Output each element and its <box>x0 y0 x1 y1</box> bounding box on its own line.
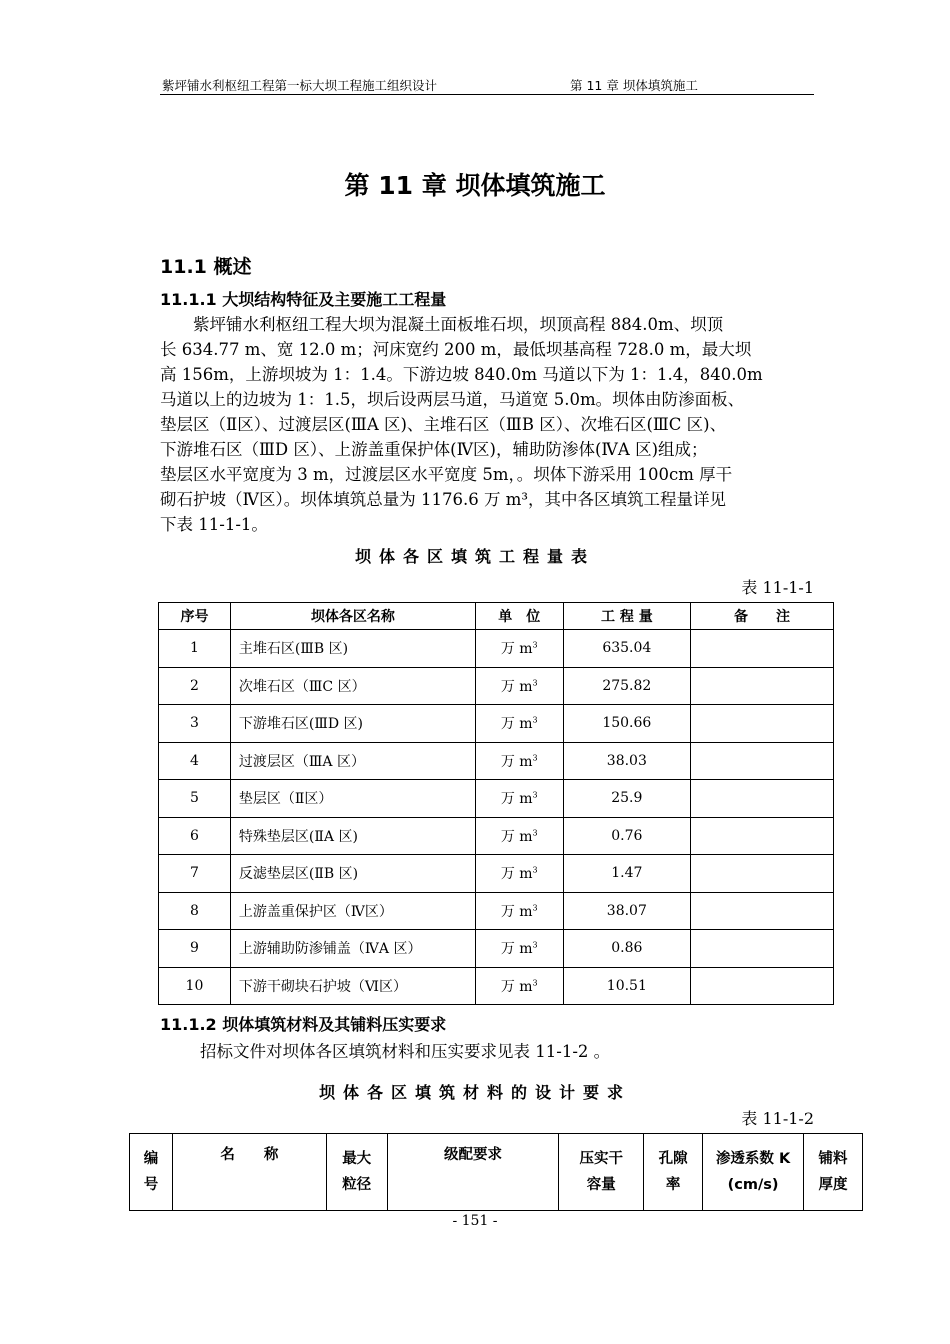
row-number: 6 <box>159 817 231 855</box>
unit-base: 万 m <box>500 941 533 958</box>
row-note <box>691 667 834 705</box>
section-heading-11-1-2: 11.1.2 坝体填筑材料及其铺料压实要求 <box>160 1015 447 1034</box>
col-header-porosity: 孔隙 率 <box>644 1134 703 1211</box>
page-header <box>160 76 814 95</box>
row-zone-name: 下游堆石区(ⅢD 区) <box>230 705 475 743</box>
table-row <box>159 780 834 818</box>
row-zone-name: 次堆石区（ⅢC 区） <box>230 667 475 705</box>
row-unit <box>475 930 563 968</box>
row-number: 3 <box>159 705 231 743</box>
row-number: 7 <box>159 855 231 893</box>
row-unit <box>475 892 563 930</box>
col-header-dry-density: 压实干 容量 <box>559 1134 644 1211</box>
col-header-max-size: 最大 粒径 <box>326 1134 387 1211</box>
row-quantity: 0.76 <box>563 817 690 855</box>
unit-superscript: 3 <box>532 715 538 725</box>
row-note <box>691 742 834 780</box>
table1-number: 表 11-1-1 <box>741 578 814 597</box>
row-number: 1 <box>159 630 231 668</box>
paragraph-line: 马道以上的边坡为 1：1.5，坝后设两层马道，马道宽 5.0m。坝体由防渗面板、 <box>160 390 745 409</box>
chapter-title: 第 11 章 坝体填筑施工 <box>344 171 606 200</box>
header-right-text: 第 11 章 坝体填筑施工 <box>570 78 698 93</box>
row-note <box>691 855 834 893</box>
row-unit <box>475 630 563 668</box>
col-header-layer-thickness: 铺料 厚度 <box>804 1134 863 1211</box>
col-header-unit: 单 位 <box>475 603 563 630</box>
unit-superscript: 3 <box>532 940 538 950</box>
page-number: - 151 - <box>452 1213 498 1229</box>
paragraph-line: 长 634.77 m、宽 12.0 m；河床宽约 200 m，最低坝基高程 728.0 m，最大坝 <box>160 340 752 359</box>
unit-superscript: 3 <box>532 903 538 913</box>
col-header-note: 备 注 <box>691 603 834 630</box>
row-number: 4 <box>159 742 231 780</box>
col-header-gradation: 级配要求 <box>387 1134 559 1211</box>
unit-base: 万 m <box>500 903 533 920</box>
table-row <box>159 930 834 968</box>
section-heading-11-1: 11.1 概述 <box>160 256 252 278</box>
intro-paragraph <box>160 312 814 537</box>
row-zone-name: 过渡层区（ⅢA 区） <box>230 742 475 780</box>
unit-base: 万 m <box>500 753 533 770</box>
row-number: 2 <box>159 667 231 705</box>
paragraph-line: 下游堆石区（ⅢD 区）、上游盖重保护体(Ⅳ区)，辅助防渗体(ⅣA 区)组成； <box>160 440 708 459</box>
row-note <box>691 630 834 668</box>
table2-intro-text: 招标文件对坝体各区填筑材料和压实要求见表 11-1-2 。 <box>200 1042 611 1061</box>
row-zone-name: 特殊垫层区(ⅡA 区) <box>230 817 475 855</box>
unit-superscript: 3 <box>532 753 538 763</box>
row-quantity: 1.47 <box>563 855 690 893</box>
paragraph-line: 紫坪铺水利枢纽工程大坝为混凝土面板堆石坝，坝顶高程 884.0m、坝顶 <box>193 315 724 334</box>
row-quantity: 25.9 <box>563 780 690 818</box>
row-note <box>691 930 834 968</box>
row-unit <box>475 780 563 818</box>
row-zone-name: 主堆石区(ⅢB 区) <box>230 630 475 668</box>
row-number: 5 <box>159 780 231 818</box>
unit-superscript: 3 <box>532 790 538 800</box>
paragraph-line: 下表 11-1-1。 <box>160 515 268 534</box>
row-unit <box>475 742 563 780</box>
unit-base: 万 m <box>500 678 533 695</box>
row-zone-name: 垫层区（Ⅱ区） <box>230 780 475 818</box>
row-quantity: 38.03 <box>563 742 690 780</box>
row-zone-name: 上游辅助防渗铺盖（ⅣA 区） <box>230 930 475 968</box>
row-note <box>691 780 834 818</box>
unit-base: 万 m <box>500 791 533 808</box>
table-row <box>159 742 834 780</box>
col-header-number: 编 号 <box>130 1134 173 1211</box>
unit-superscript: 3 <box>532 978 538 988</box>
row-quantity: 10.51 <box>563 967 690 1005</box>
table-row <box>159 892 834 930</box>
unit-superscript: 3 <box>532 865 538 875</box>
unit-base: 万 m <box>500 716 533 733</box>
table-row <box>159 667 834 705</box>
row-quantity: 0.86 <box>563 930 690 968</box>
row-zone-name: 上游盖重保护区（Ⅳ区） <box>230 892 475 930</box>
row-zone-name: 下游干砌块石护坡（Ⅵ区） <box>230 967 475 1005</box>
row-unit <box>475 967 563 1005</box>
row-number: 10 <box>159 967 231 1005</box>
row-note <box>691 817 834 855</box>
table1-caption: 坝体各区填筑工程量表 <box>354 547 595 566</box>
col-header-name: 坝体各区名称 <box>230 603 475 630</box>
row-unit <box>475 705 563 743</box>
row-number: 8 <box>159 892 231 930</box>
table-row <box>159 630 834 668</box>
fill-quantity-table <box>158 602 834 1005</box>
row-zone-name: 反滤垫层区(ⅡB 区) <box>230 855 475 893</box>
paragraph-line: 高 156m，上游坝坡为 1：1.4。下游边坡 840.0m 马道以下为 1：1.4，840.0m <box>160 365 763 384</box>
row-note <box>691 892 834 930</box>
section-heading-11-1-1: 11.1.1 大坝结构特征及主要施工工程量 <box>160 290 447 309</box>
col-header-no: 序号 <box>159 603 231 630</box>
row-note <box>691 705 834 743</box>
col-header-quantity: 工 程 量 <box>563 603 690 630</box>
unit-base: 万 m <box>500 828 533 845</box>
unit-base: 万 m <box>500 978 533 995</box>
row-quantity: 275.82 <box>563 667 690 705</box>
col-header-permeability: 渗透系数 K (cm/s) <box>703 1134 804 1211</box>
table2-caption: 坝体各区填筑材料的设计要求 <box>318 1083 631 1102</box>
row-number: 9 <box>159 930 231 968</box>
table-row <box>159 817 834 855</box>
table-header-row <box>159 603 834 630</box>
unit-base: 万 m <box>500 866 533 883</box>
table-row <box>159 855 834 893</box>
header-left-text: 紫坪铺水利枢纽工程第一标大坝工程施工组织设计 <box>162 78 438 93</box>
row-note <box>691 967 834 1005</box>
unit-base: 万 m <box>500 641 533 658</box>
row-unit <box>475 817 563 855</box>
row-unit <box>475 667 563 705</box>
row-quantity: 150.66 <box>563 705 690 743</box>
unit-superscript: 3 <box>532 828 538 838</box>
table-header-row <box>130 1134 863 1211</box>
paragraph-line: 垫层区水平宽度为 3 m，过渡层区水平宽度 5m，。坝体下游采用 100cm 厚干 <box>160 465 733 484</box>
unit-superscript: 3 <box>532 678 538 688</box>
row-unit <box>475 855 563 893</box>
col-header-name: 名 称 <box>172 1134 326 1211</box>
paragraph-line: 砌石护坡（Ⅳ区）。坝体填筑总量为 1176.6 万 m³，其中各区填筑工程量详见 <box>160 490 726 509</box>
material-requirements-table <box>129 1133 863 1211</box>
unit-superscript: 3 <box>532 640 538 650</box>
row-quantity: 38.07 <box>563 892 690 930</box>
row-quantity: 635.04 <box>563 630 690 668</box>
table-row <box>159 967 834 1005</box>
table-row <box>159 705 834 743</box>
table2-number: 表 11-1-2 <box>741 1109 814 1128</box>
paragraph-line: 垫层区（Ⅱ区）、过渡层区(ⅢA 区)、主堆石区（ⅢB 区）、次堆石区(ⅢC 区)、 <box>160 415 727 434</box>
